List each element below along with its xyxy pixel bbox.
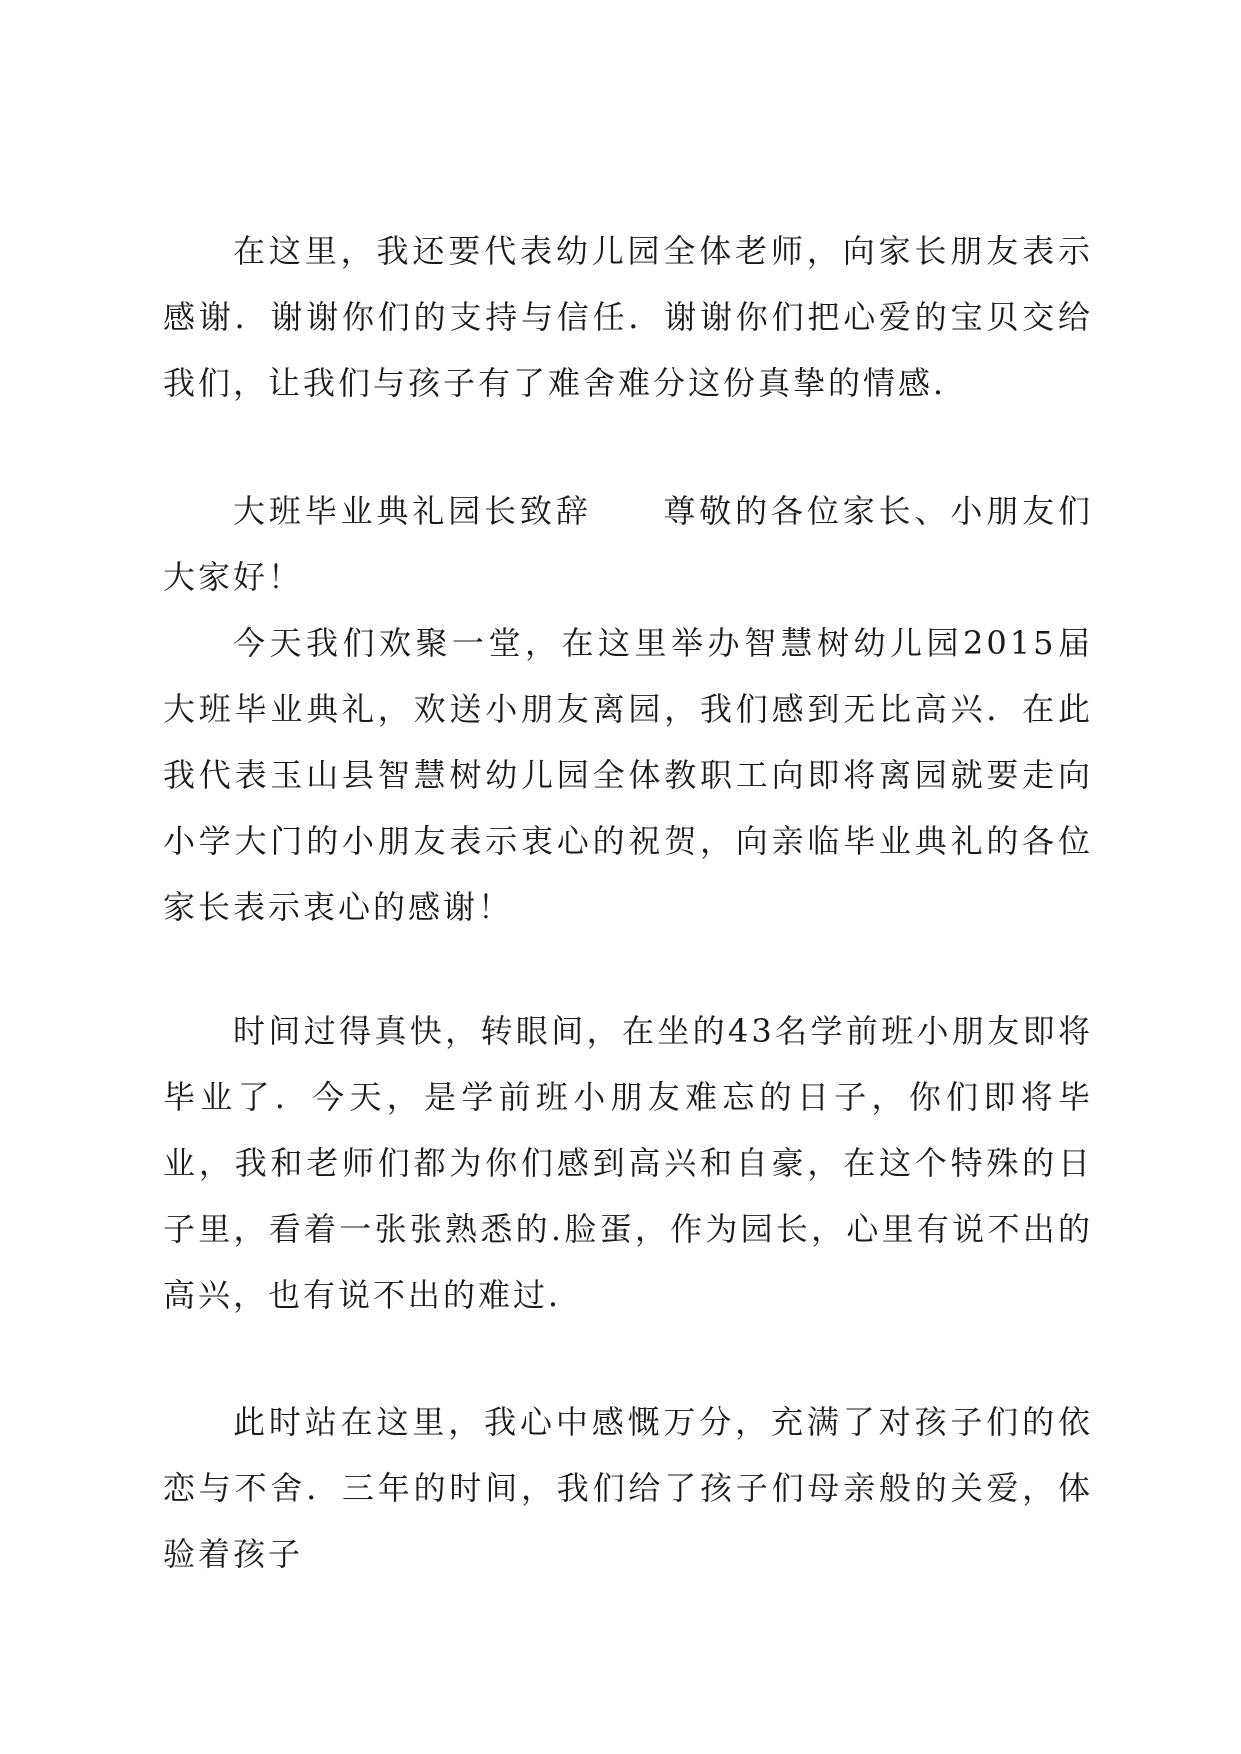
text-section-time-flies <box>163 998 1093 1328</box>
paragraph-speech-title: 大班毕业典礼园长致辞 尊敬的各位家长、小朋友们大家好！ <box>163 492 1093 596</box>
text-section-feelings <box>163 1389 1093 1587</box>
paragraph-welcome: 今天我们欢聚一堂，在这里举办智慧树幼儿园2015届大班毕业典礼，欢送小朋友离园，我们感到无比高兴．在此我代表玉山县智慧树幼儿园全体教职工向即将离园就要走向小学大门的小朋友表示衷心的祝贺，向亲临毕业典礼的各位家长表示衷心的感谢！ <box>163 624 1093 926</box>
paragraph-feelings: 此时站在这里，我心中感慨万分，充满了对孩子们的依恋与不舍．三年的时间，我们给了孩子们母亲般的关爱，体验着孩子 <box>163 1403 1093 1573</box>
text-section-speech-opening <box>163 478 1093 940</box>
text-section-thanks <box>163 218 1093 416</box>
paragraph-thanks: 在这里，我还要代表幼儿园全体老师，向家长朋友表示感谢．谢谢你们的支持与信任．谢谢你们把心爱的宝贝交给我们，让我们与孩子有了难舍难分这份真挚的情感． <box>163 232 1093 402</box>
paragraph-time-flies: 时间过得真快，转眼间，在坐的43名学前班小朋友即将毕业了．今天，是学前班小朋友难忘的日子，你们即将毕业，我和老师们都为你们感到高兴和自豪，在这个特殊的日子里，看着一张张熟悉的.脸蛋，作为园长，心里有说不出的高兴，也有说不出的难过． <box>163 1012 1093 1314</box>
